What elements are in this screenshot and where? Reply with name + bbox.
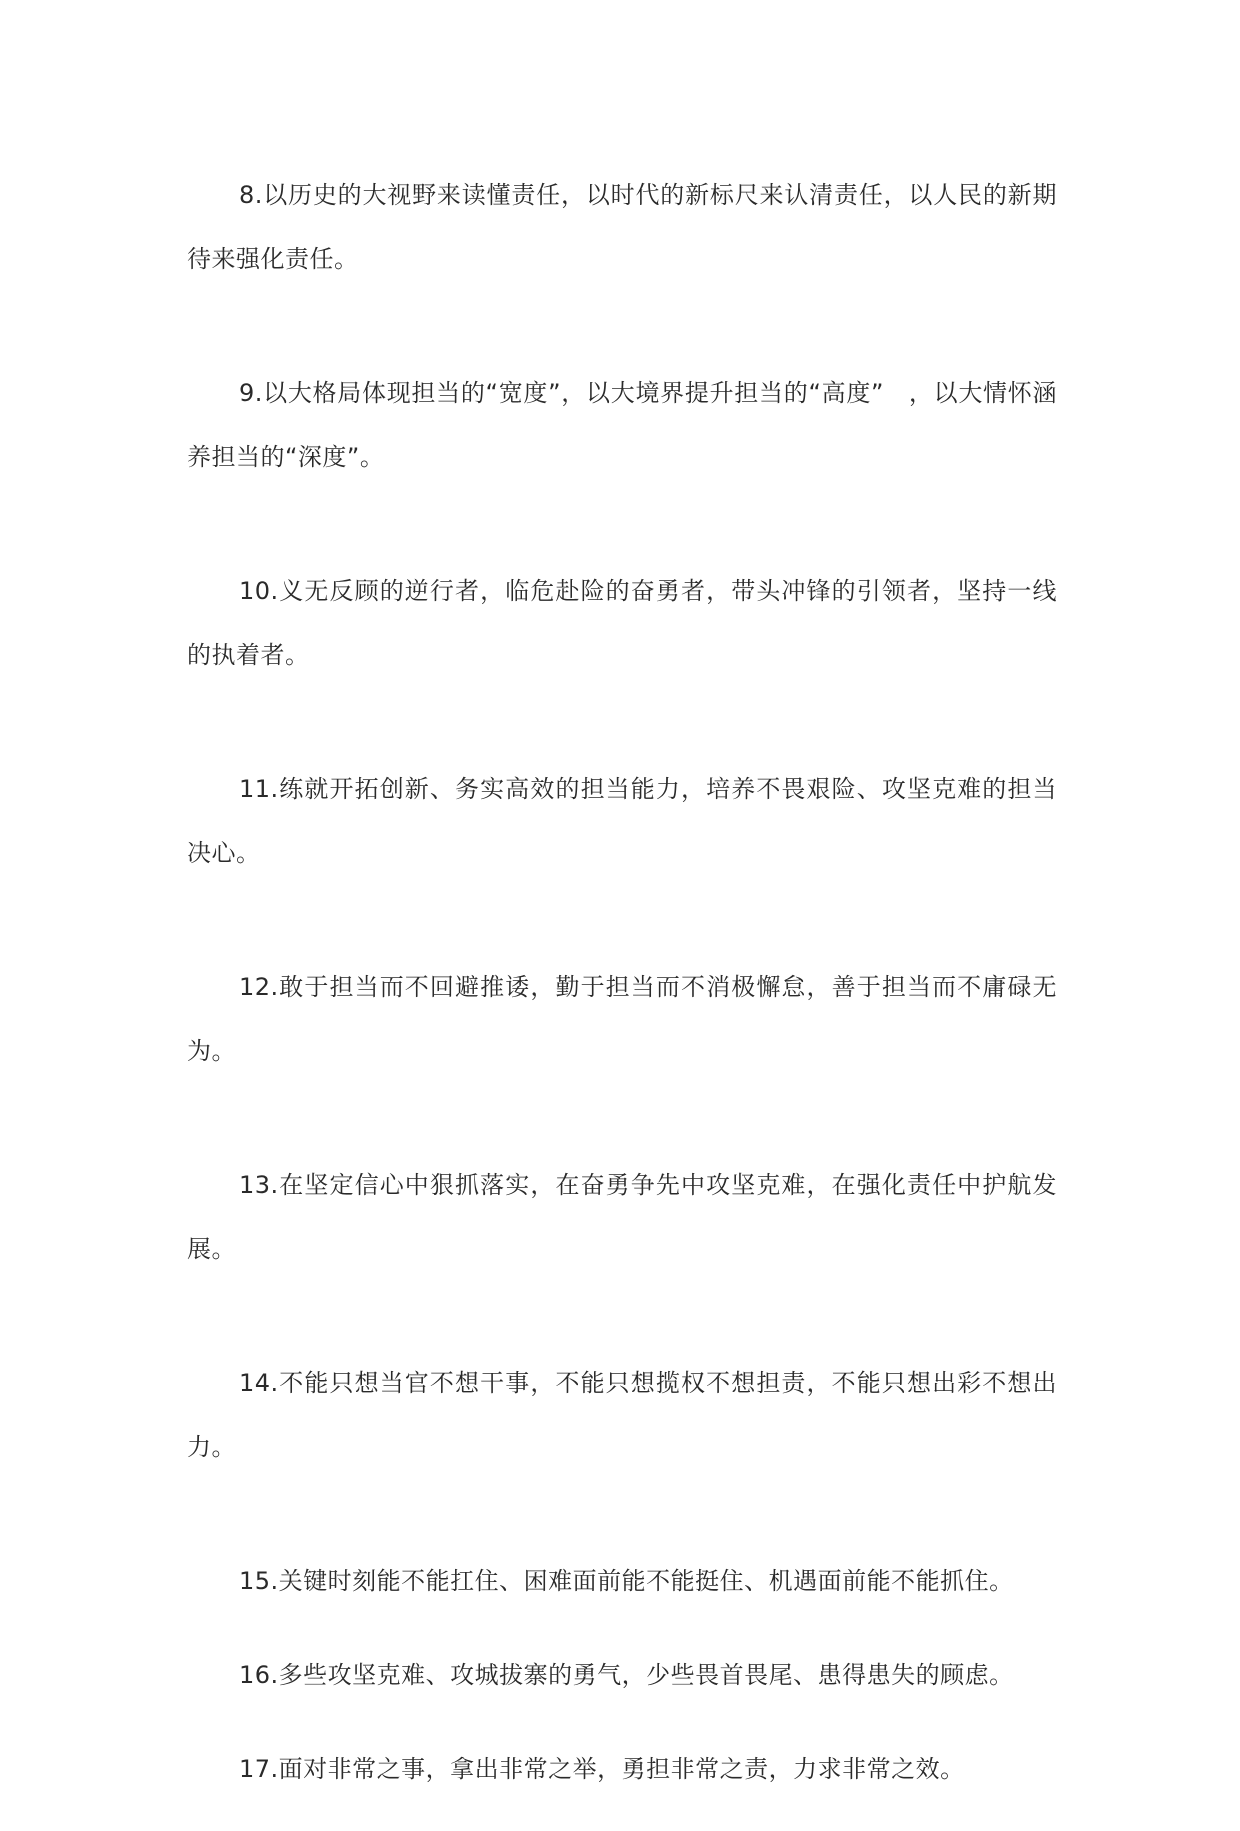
document-body xyxy=(187,163,1057,1831)
paragraph-15: 15.关键时刻能不能扛住、困难面前能不能挺住、机遇面前能不能抓住。 xyxy=(239,1567,1014,1595)
paragraph-8: 8.以历史的大视野来读懂责任，以时代的新标尺来认清责任，以人民的新期待来强化责任。 xyxy=(187,181,1057,273)
paragraph-10: 10.义无反顾的逆行者，临危赴险的奋勇者，带头冲锋的引领者，坚持一线的执着者。 xyxy=(187,577,1057,669)
paragraph-17: 17.面对非常之事，拿出非常之举，勇担非常之责，力求非常之效。 xyxy=(239,1755,965,1783)
paragraph-13: 13.在坚定信心中狠抓落实，在奋勇争先中攻坚克难，在强化责任中护航发展。 xyxy=(187,1171,1057,1263)
paragraph-9: 9.以大格局体现担当的“宽度”，以大境界提升担当的“高度” ，以大情怀涵养担当的“深度”。 xyxy=(187,379,1057,471)
paragraph-14: 14.不能只想当官不想干事，不能只想揽权不想担责，不能只想出彩不想出力。 xyxy=(187,1369,1057,1461)
paragraph-16: 16.多些攻坚克难、攻城拔寨的勇气，少些畏首畏尾、患得患失的顾虑。 xyxy=(239,1661,1014,1689)
paragraph-11: 11.练就开拓创新、务实高效的担当能力，培养不畏艰险、攻坚克难的担当决心。 xyxy=(187,775,1057,867)
paragraph-12: 12.敢于担当而不回避推诿，勤于担当而不消极懈怠，善于担当而不庸碌无为。 xyxy=(187,973,1057,1065)
